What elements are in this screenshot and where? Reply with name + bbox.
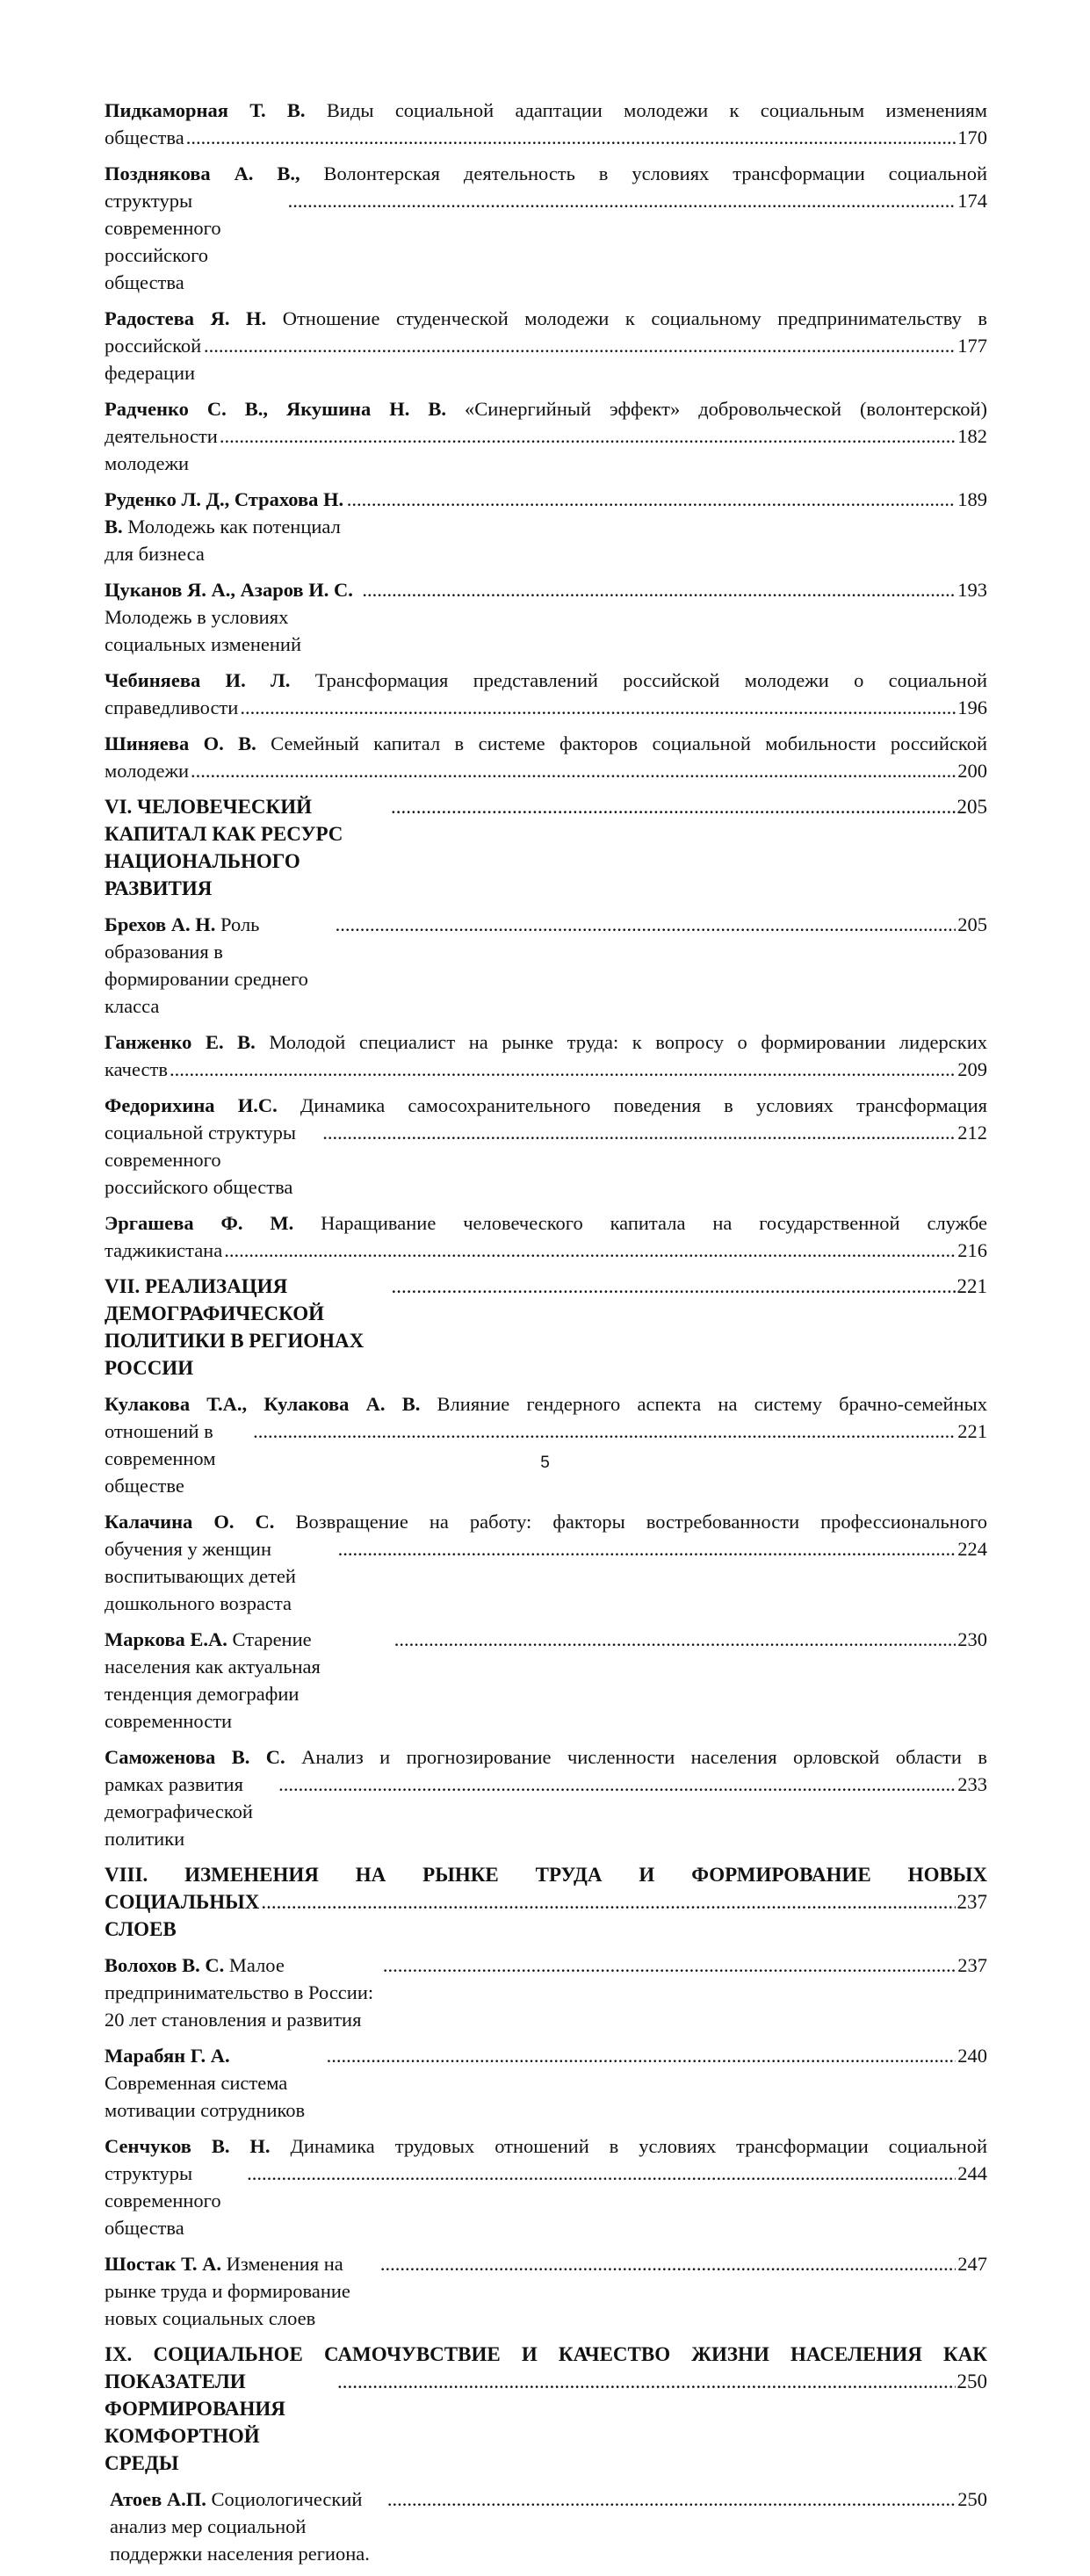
toc-page-number: 189 — [957, 488, 987, 510]
toc-entry — [105, 395, 987, 477]
toc-entry-line — [105, 1743, 987, 1771]
dot-leader — [337, 2368, 956, 2395]
toc-entry-last-line — [105, 1237, 987, 1264]
toc-page-number: 193 — [957, 579, 987, 601]
toc-section-line: IX. СОЦИАЛЬНОЕ САМОЧУВСТВИЕ И КАЧЕСТВО ЖИЗНИ НАСЕЛЕНИЯ КАК — [105, 2343, 987, 2365]
dot-leader — [327, 2042, 956, 2069]
toc-page-number: 205 — [957, 913, 987, 935]
toc-author: Цуканов Я. А., Азаров И. С. — [105, 579, 353, 601]
toc-section-heading — [105, 1861, 987, 1943]
toc-title: Малое предпринимательство в России: 20 лет становления и развития — [105, 1954, 374, 2031]
toc-entry-last-line — [105, 124, 987, 151]
toc-entry-line — [105, 1028, 987, 1056]
toc-entry — [105, 730, 987, 784]
toc-page-number: 230 — [957, 1628, 987, 1650]
dot-leader — [247, 2160, 956, 2187]
dot-leader — [191, 757, 956, 784]
toc-entry-last-line — [105, 2368, 987, 2477]
toc-entry-line — [105, 667, 987, 694]
dot-leader — [224, 1237, 956, 1264]
toc-author: Сенчуков В. Н. — [105, 2135, 271, 2157]
toc-title: качеств — [105, 1058, 168, 1080]
toc-title: российской федерации — [105, 335, 202, 384]
toc-entry-last-line — [105, 332, 987, 386]
toc-page-number: 237 — [957, 1954, 987, 1976]
toc-entry — [105, 305, 987, 386]
toc-title: Молодежь как потенциал для бизнеса — [105, 516, 341, 565]
toc-title: Волонтерская деятельность в условиях трансформации социальной — [323, 162, 988, 184]
toc-entry-last-line — [105, 576, 987, 658]
dot-leader — [338, 1535, 956, 1562]
toc-author: Чебиняева И. Л. — [105, 669, 291, 691]
toc-page-number: 205 — [956, 796, 987, 818]
toc-author: Саможенова В. С. — [105, 1746, 285, 1768]
toc-entry-line — [105, 730, 987, 757]
toc-title: обучения у женщин воспитывающих детей дошкольного возраста — [105, 1538, 296, 1614]
toc-entry — [105, 2486, 987, 2567]
toc-page-number: 196 — [957, 696, 987, 718]
toc-entry-last-line — [105, 793, 987, 902]
dot-leader — [288, 187, 956, 214]
toc-entry — [105, 2042, 987, 2124]
dot-leader — [186, 124, 956, 151]
toc-author: Кулакова Т.А., Кулакова А. В. — [105, 1393, 421, 1415]
dot-leader — [322, 1119, 956, 1146]
toc-entry-line — [105, 97, 987, 124]
toc-entry-last-line — [105, 1056, 987, 1083]
toc-entry-last-line — [105, 2042, 987, 2124]
toc-title: общества — [105, 126, 184, 148]
toc-title: Наращивание человеческого капитала на государственной службе — [321, 1212, 988, 1234]
toc-entry — [105, 1952, 987, 2033]
toc-title: Динамика трудовых отношений в условиях трансформации социальной — [290, 2135, 987, 2157]
toc-page-number: 182 — [957, 425, 987, 447]
toc-entry-line — [105, 160, 987, 187]
toc-entry-last-line — [105, 694, 987, 721]
toc-entry — [105, 576, 987, 658]
toc-entry-last-line — [105, 911, 987, 1020]
toc-entry — [105, 486, 987, 567]
toc-entry-last-line — [105, 1888, 987, 1943]
toc-title: Влияние гендерного аспекта на систему брачно-семейных — [437, 1393, 987, 1415]
toc-entry-last-line — [105, 1535, 987, 1617]
toc-entry-last-line — [105, 187, 987, 296]
toc-page-number: 237 — [956, 1891, 987, 1913]
toc-author: Пидкаморная Т. В. — [105, 99, 306, 121]
toc-page-number: 174 — [957, 190, 987, 212]
toc-title: Старение населения как актуальная тенденция демографии современности — [105, 1628, 321, 1732]
toc-author: Маркова Е.А. — [105, 1628, 227, 1650]
toc-title: справедливости — [105, 696, 239, 718]
toc-title: социальной структуры современного российского общества — [105, 1122, 297, 1198]
dot-leader — [278, 1771, 956, 1798]
toc-entry-line — [105, 1209, 987, 1237]
toc-title: Современная система мотивации сотрудников — [105, 2072, 306, 2121]
toc-author: Эргашева Ф. М. — [105, 1212, 294, 1234]
toc-section-line: VIII. ИЗМЕНЕНИЯ НА РЫНКЕ ТРУДА И ФОРМИРОВАНИЕ НОВЫХ — [105, 1864, 987, 1886]
toc-title: молодежи — [105, 760, 190, 782]
toc-entry — [105, 1508, 987, 1617]
toc-author: Ганженко Е. В. — [105, 1031, 256, 1053]
toc-title: структуры современного общества — [105, 2162, 221, 2239]
toc-author: Радченко С. В., Якушина Н. В. — [105, 398, 446, 420]
toc-author: Шиняева О. В. — [105, 732, 256, 754]
dot-leader — [253, 1418, 956, 1445]
toc-entry — [105, 1028, 987, 1083]
toc-page-number: 244 — [957, 2162, 987, 2184]
toc-entry-line — [105, 1508, 987, 1535]
toc-title: Семейный капитал в системе факторов социальной мобильности российской — [271, 732, 988, 754]
toc-page-number: 216 — [957, 1239, 987, 1261]
dot-leader — [240, 694, 956, 721]
dot-leader — [170, 1056, 956, 1083]
toc-entry — [105, 1626, 987, 1735]
toc-entry — [105, 97, 987, 151]
toc-title: Трансформация представлений российской молодежи о социальной — [314, 669, 987, 691]
table-of-contents — [105, 97, 987, 2576]
toc-author: Атоев А.П. — [110, 2488, 206, 2510]
toc-page-number: 240 — [957, 2045, 987, 2067]
toc-entry — [105, 160, 987, 296]
toc-entry-line — [105, 305, 987, 332]
toc-entry — [105, 2132, 987, 2241]
toc-title: Изменения на рынке труда и формирование новых социальных слоев — [105, 2253, 350, 2329]
toc-title: Молодой специалист на рынке труда: к вопросу о формировании лидерских — [269, 1031, 987, 1053]
dot-leader — [391, 1273, 955, 1300]
toc-author: Федорихина И.С. — [105, 1094, 278, 1116]
toc-page-number: 247 — [957, 2253, 987, 2275]
dot-leader — [387, 2486, 956, 2513]
toc-title: «Синергийный эффект» добровольческой (волонтерской) — [464, 398, 988, 420]
toc-entry-line — [105, 1390, 987, 1418]
toc-entry-last-line — [105, 486, 987, 567]
toc-entry — [105, 1743, 987, 1852]
toc-entry — [105, 1092, 987, 1201]
toc-entry-last-line — [110, 2486, 987, 2567]
toc-author: Марабян Г. А. — [105, 2045, 230, 2067]
toc-entry-last-line — [105, 757, 987, 784]
toc-author: Шостак Т. А. — [105, 2253, 221, 2275]
dot-leader — [261, 1888, 955, 1916]
toc-page-number: 224 — [957, 1538, 987, 1560]
toc-entry-line — [105, 2132, 987, 2160]
toc-entry-line — [105, 395, 987, 422]
toc-entry — [105, 1209, 987, 1264]
toc-author: Калачина О. С. — [105, 1511, 275, 1533]
toc-entry-last-line — [105, 422, 987, 477]
toc-title: Роль образования в формировании среднего класса — [105, 913, 308, 1017]
toc-section-title: VII. РЕАЛИЗАЦИЯ ДЕМОГРАФИЧЕСКОЙ ПОЛИТИКИ В РЕГИОНАХ РОССИИ — [105, 1275, 365, 1379]
toc-author: Позднякова А. В., — [105, 162, 300, 184]
toc-title: Молодежь в условиях социальных изменений — [105, 606, 302, 655]
toc-entry-last-line — [105, 1119, 987, 1201]
toc-title: структуры современного российского общества — [105, 190, 221, 293]
toc-author: Радостева Я. Н. — [105, 307, 267, 329]
toc-page-number: 209 — [957, 1058, 987, 1080]
toc-title: Возвращение на работу: факторы востребованности профессионального — [295, 1511, 987, 1533]
dot-leader — [204, 332, 956, 359]
toc-title: Социологический анализ мер социальной поддержки населения региона. — [110, 2488, 370, 2565]
dot-leader — [391, 793, 956, 820]
toc-title: Отношение студенческой молодежи к социальному предпринимательству в — [282, 307, 987, 329]
toc-entry — [105, 911, 987, 1020]
toc-section-title: СОЦИАЛЬНЫХ СЛОЕВ — [105, 1891, 260, 1940]
toc-page-number: 250 — [957, 2488, 987, 2510]
toc-title: Анализ и прогнозирование численности населения орловской области в — [301, 1746, 987, 1768]
toc-section-heading — [105, 2341, 987, 2477]
dot-leader — [347, 486, 956, 513]
toc-page-number: 221 — [956, 1275, 987, 1297]
toc-title: рамках развития демографической политики — [105, 1773, 253, 1850]
dot-leader — [383, 1952, 956, 1979]
dot-leader — [380, 2250, 956, 2277]
toc-page-number: 200 — [957, 760, 987, 782]
toc-entry-last-line — [105, 1771, 987, 1852]
toc-page-number: 170 — [957, 126, 987, 148]
toc-title: Виды социальной адаптации молодежи к социальным изменениям — [326, 99, 988, 121]
dot-leader — [336, 911, 956, 938]
toc-author: Брехов А. Н. — [105, 913, 216, 935]
toc-section-heading — [105, 1273, 987, 1382]
toc-title: отношений в современном обществе — [105, 1420, 216, 1497]
toc-entry-last-line — [105, 2250, 987, 2332]
toc-title: Динамика самосохранительного поведения в условиях трансформация — [300, 1094, 987, 1116]
toc-entry — [105, 667, 987, 721]
toc-entry-last-line — [105, 1952, 987, 2033]
toc-entry — [105, 2250, 987, 2332]
dot-leader — [362, 576, 956, 603]
dot-leader — [394, 1626, 956, 1653]
toc-author: Волохов В. С. — [105, 1954, 225, 1976]
toc-title: деятельности молодежи — [105, 425, 218, 474]
toc-page-number: 250 — [956, 2370, 987, 2392]
toc-page-number: 212 — [957, 1122, 987, 1144]
dot-leader — [220, 422, 956, 450]
page-number: 5 — [540, 1454, 550, 1472]
toc-section-title: ПОКАЗАТЕЛИ ФОРМИРОВАНИЯ КОМФОРТНОЙ СРЕДЫ — [105, 2370, 285, 2474]
toc-page-number: 177 — [957, 335, 987, 357]
toc-entry-last-line — [105, 2160, 987, 2241]
toc-page-number: 221 — [957, 1420, 987, 1442]
toc-title: таджикистана — [105, 1239, 223, 1261]
toc-entry-last-line — [105, 1273, 987, 1382]
toc-section-title: VI. ЧЕЛОВЕЧЕСКИЙ КАПИТАЛ КАК РЕСУРС НАЦИОНАЛЬНОГО РАЗВИТИЯ — [105, 796, 343, 899]
toc-author: Руденко Л. Д., Страхова Н. В. — [105, 488, 344, 538]
toc-page-number: 233 — [957, 1773, 987, 1795]
toc-entry-line — [105, 1092, 987, 1119]
toc-section-heading — [105, 793, 987, 902]
toc-entry-last-line — [105, 1626, 987, 1735]
toc-entry — [105, 1390, 987, 1499]
